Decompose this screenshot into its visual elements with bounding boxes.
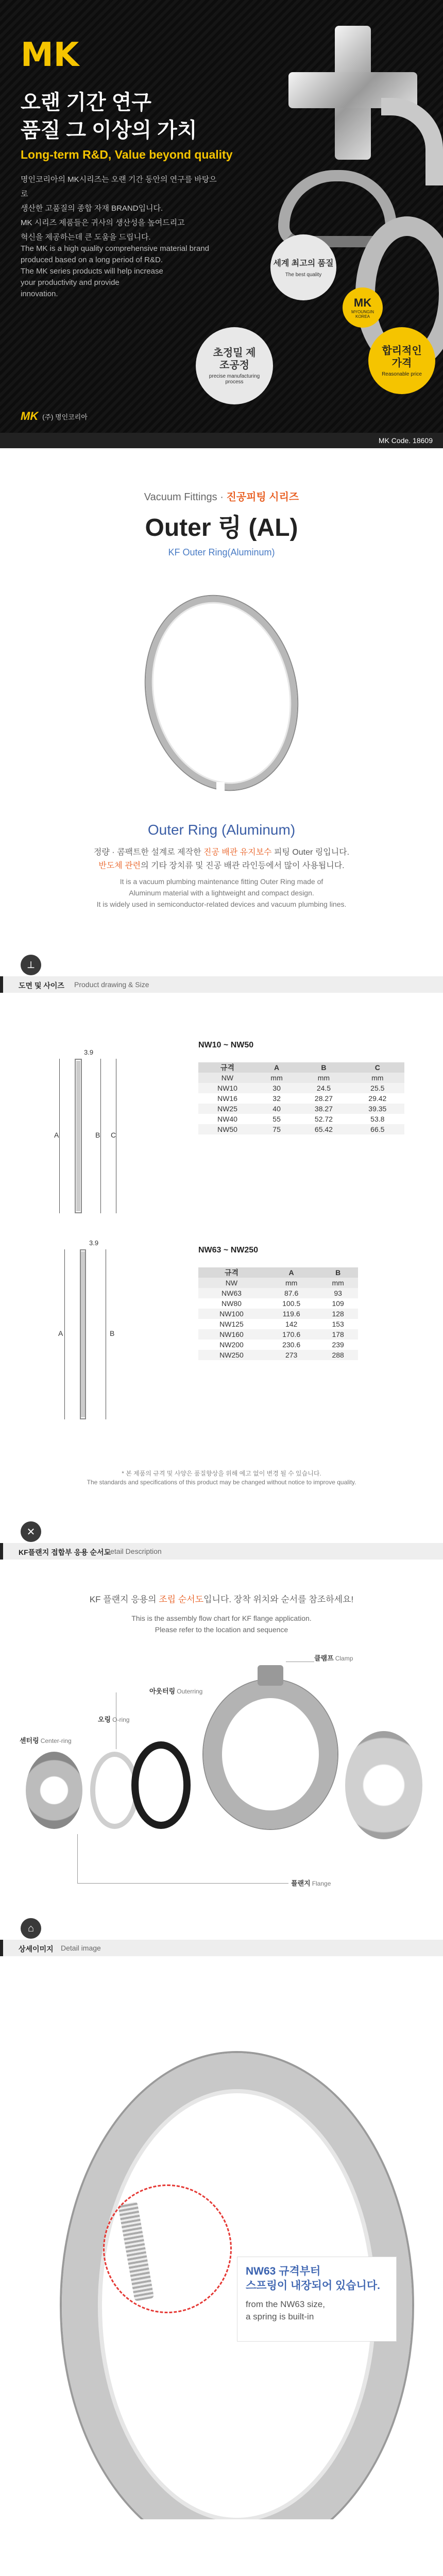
product-code-bar xyxy=(0,433,443,448)
reasonable-price-badge xyxy=(368,327,435,394)
product-title: Outer 링 (AL) xyxy=(145,514,298,541)
table-title-nw63-nw250: NW63 ~ NW250 xyxy=(198,1246,259,1255)
hero-title-line1: 오랜 기간 연구 xyxy=(21,91,152,114)
product-description-english xyxy=(0,876,443,910)
table-cell: NW160 xyxy=(198,1329,265,1340)
table-cell: 55 xyxy=(272,1115,281,1123)
hero-korean-text xyxy=(21,173,222,245)
label-outer-ring xyxy=(149,1686,202,1696)
section-bar xyxy=(0,1543,443,1560)
table-cell: 288 xyxy=(318,1350,358,1360)
table-cell: 52.72 xyxy=(314,1115,333,1123)
label-center-ring xyxy=(20,1735,72,1745)
assembly-en-line: Please refer to the location and sequence xyxy=(155,1625,288,1634)
o-ring-part xyxy=(131,1741,191,1829)
callout-kr-line2: 스프링이 내장되어 있습니다. xyxy=(246,2280,380,2292)
product-name: Outer Ring (Aluminum) xyxy=(147,822,296,838)
description-kr-line2 xyxy=(0,859,443,873)
label-outer-en: Outerring xyxy=(177,1688,203,1695)
section-bar xyxy=(0,976,443,993)
badge-mk: MK xyxy=(353,296,372,309)
precise-title: 초정밀 제조공정 xyxy=(213,347,256,371)
table-header-cell: 규격 xyxy=(198,1062,257,1073)
callout-kr-line1: NW63 규격부터 xyxy=(246,2265,321,2277)
desc-text: 의 기타 장치류 및 진공 배관 라인등에서 많이 사용됩니다. xyxy=(141,861,345,870)
dim-line-b xyxy=(100,1059,101,1213)
table-cell: 87.6 xyxy=(265,1288,318,1298)
hero-english-text xyxy=(21,243,222,300)
precise-sub: precise manufacturing process xyxy=(209,374,260,385)
table-unit-cell: NW xyxy=(198,1278,265,1288)
section-subtitle: Product drawing & Size xyxy=(74,980,149,989)
category-korean: 진공피팅 시리즈 xyxy=(226,492,299,503)
note-korean: * 본 제품의 규격 및 사양은 품질향상을 위해 예고 없이 변경 될 수 있습니다. xyxy=(122,1470,321,1477)
label-clamp-kr: 클램프 xyxy=(314,1654,334,1662)
description-en-line: It is a vacuum plumbing maintenance fitting Outer Ring made of xyxy=(120,877,323,886)
leader-line xyxy=(77,1834,78,1883)
table-cell: NW80 xyxy=(222,1299,242,1308)
badge-line2: KOREA xyxy=(355,314,370,319)
table-cell: 38.27 xyxy=(297,1104,350,1114)
table-header-cell: C xyxy=(351,1062,404,1073)
product-category xyxy=(0,488,443,503)
table-cell: 32 xyxy=(272,1094,281,1103)
table-row xyxy=(198,1329,358,1340)
price-title: 합리적인 가격 xyxy=(382,345,422,369)
table-unit-cell: mm xyxy=(318,1278,358,1288)
table-row xyxy=(198,1114,404,1124)
label-oring-kr: 오링 xyxy=(98,1716,111,1723)
table-cell: 65.42 xyxy=(297,1124,350,1134)
best-quality-title: 세계 최고의 품질 xyxy=(273,259,334,268)
section-title: KF플랜지 접합부 응용 순서도 xyxy=(19,1548,111,1556)
wing-nut-part xyxy=(258,1665,283,1686)
table-row xyxy=(198,1319,358,1329)
best-quality-badge xyxy=(270,234,336,300)
table-cell: 273 xyxy=(265,1350,318,1360)
table-cell: 40 xyxy=(257,1104,297,1114)
leader-line xyxy=(77,1883,288,1884)
table-cell: 93 xyxy=(318,1288,358,1298)
brand-logo: MK xyxy=(21,36,79,74)
hero-kr-line: 명인코리아의 MK시리즈는 오랜 기간 동안의 연구를 바탕으로 xyxy=(21,175,217,198)
table-cell: NW200 xyxy=(219,1341,244,1349)
size-table-nw63-nw250 xyxy=(198,1267,358,1360)
table-cell: NW100 xyxy=(198,1309,265,1319)
table-cell: 39.35 xyxy=(351,1104,404,1114)
callout-en-line2: a spring is built-in xyxy=(246,2312,314,2321)
table-cell: 25.5 xyxy=(351,1083,404,1093)
table-cell: 178 xyxy=(318,1329,358,1340)
section-title: 도면 및 사이즈 xyxy=(19,981,64,990)
table-header-cell: A xyxy=(265,1267,318,1278)
cross-tools-icon: ✕ xyxy=(21,1521,41,1542)
drawing-line xyxy=(85,1249,86,1419)
table-header-cell: A xyxy=(257,1062,297,1073)
clamp-icon: ⌂ xyxy=(21,1918,41,1939)
assembly-en-line: This is the assembly flow chart for KF flange application. xyxy=(131,1614,312,1622)
product-code: MK Code. 18609 xyxy=(378,436,433,445)
center-ring-part xyxy=(26,1752,82,1829)
table-cell: 128 xyxy=(318,1309,358,1319)
drawing-line xyxy=(80,1418,86,1419)
drawing-nw10-nw50 xyxy=(54,1048,147,1234)
table-title-nw10-nw50: NW10 ~ NW50 xyxy=(198,1041,254,1049)
table-cell: NW50 xyxy=(198,1124,257,1134)
description-kr-line1 xyxy=(0,846,443,859)
dim-thickness: 3.9 xyxy=(84,1048,94,1056)
table-unit-cell: mm xyxy=(265,1278,318,1288)
spring-highlight-circle xyxy=(103,2184,232,2313)
hero-kr-line: 생산한 고품질의 종합 자재 BRAND입니다. xyxy=(21,204,163,213)
hero-en-line: The MK is a high quality comprehensive material brand xyxy=(21,244,210,253)
table-cell: 239 xyxy=(332,1341,344,1349)
table-unit-cell: NW xyxy=(198,1073,257,1083)
label-oring-en: O-ring xyxy=(112,1716,130,1723)
table-cell: NW250 xyxy=(198,1350,265,1360)
category-prefix: Vacuum Fittings · xyxy=(144,492,227,503)
table-cell: 24.5 xyxy=(297,1083,350,1093)
hero-en-line: innovation. xyxy=(21,290,58,298)
assembly-intro-korean xyxy=(0,1592,443,1605)
best-quality-sub: The best quality xyxy=(285,272,322,278)
hero-kr-line: MK 시리즈 제품들은 귀사의 생산성을 높여드리고 xyxy=(21,218,185,227)
table-cell: 75 xyxy=(257,1124,297,1134)
hero-kr-line: 혁신을 제공하는데 큰 도움을 드립니다. xyxy=(21,233,151,242)
table-cell: 100.5 xyxy=(282,1299,301,1308)
hero-en-line: your productivity and provide xyxy=(21,278,120,287)
hero-banner xyxy=(0,0,443,433)
label-flange-kr: 플랜지 xyxy=(291,1879,311,1887)
drawing-line xyxy=(75,1212,82,1213)
label-center-en: Center-ring xyxy=(40,1737,72,1744)
table-cell: 142 xyxy=(285,1320,298,1328)
dim-label-a: A xyxy=(58,1329,63,1337)
dim-label-a: A xyxy=(54,1131,59,1139)
desc-text: 피팅 Outer 링입니다. xyxy=(271,848,350,857)
hero-en-line: The MK series products will help increase xyxy=(21,267,163,276)
section-subtitle: Detail Description xyxy=(105,1547,162,1555)
table-cell: NW25 xyxy=(198,1104,257,1114)
table-cell: NW40 xyxy=(217,1115,237,1123)
label-center-kr: 센터링 xyxy=(20,1737,39,1744)
label-clamp xyxy=(314,1653,353,1663)
hero-en-line: produced based on a long period of R&D. xyxy=(21,256,163,264)
hero-subtitle: Long-term R&D, Value beyond quality xyxy=(21,148,233,161)
dim-label-b: B xyxy=(95,1131,100,1139)
table-cell: 170.6 xyxy=(265,1329,318,1340)
table-cell: 53.8 xyxy=(370,1115,385,1123)
table-cell: 230.6 xyxy=(282,1341,301,1349)
clamp-part xyxy=(203,1680,337,1829)
label-flange-en: Flange xyxy=(312,1880,331,1887)
assembly-highlight: 조립 순서도 xyxy=(159,1595,204,1604)
precise-process-badge xyxy=(196,327,273,404)
desc-highlight: 반도체 관련 xyxy=(98,861,141,870)
table-cell: 119.6 xyxy=(265,1309,318,1319)
table-header-cell: B xyxy=(297,1062,350,1073)
outer-ring-gap xyxy=(216,782,225,793)
dim-label-c: C xyxy=(111,1131,116,1139)
table-cell: NW63 xyxy=(198,1288,265,1298)
label-o-ring xyxy=(98,1714,129,1724)
assembly-text: 입니다. 장착 위치와 순서를 참조하세요! xyxy=(203,1595,354,1604)
table-cell: 29.42 xyxy=(368,1094,387,1103)
table-row xyxy=(198,1083,404,1093)
drawing-fill xyxy=(81,1251,85,1417)
table-cell: 28.27 xyxy=(314,1094,333,1103)
table-cell: 66.5 xyxy=(351,1124,404,1134)
assembly-text: KF 플랜지 응용의 xyxy=(89,1595,159,1604)
section-header-detail xyxy=(0,1914,443,1956)
table-row xyxy=(198,1350,358,1360)
spring-callout xyxy=(237,2257,397,2342)
table-cell: NW125 xyxy=(219,1320,244,1328)
table-header-cell: 규격 xyxy=(198,1267,265,1278)
flange-part xyxy=(345,1731,422,1839)
mk-korea-badge xyxy=(343,287,383,328)
table-cell: 30 xyxy=(257,1083,297,1093)
desc-highlight: 진공 배관 유지보수 xyxy=(203,848,272,857)
table-cell: NW16 xyxy=(217,1094,237,1103)
table-row xyxy=(198,1298,358,1309)
drawing-line xyxy=(75,1059,76,1213)
drawing-line xyxy=(80,1249,86,1250)
page-bottom-space xyxy=(0,2519,443,2576)
desc-text: 정량 · 콤팩트한 설계로 제작한 xyxy=(93,848,203,857)
description-en-line: It is widely used in semiconductor-related devices and vacuum plumbing lines. xyxy=(96,900,347,908)
hero-title xyxy=(21,89,197,144)
section-header-drawing xyxy=(0,951,443,993)
size-table-nw10-nw50 xyxy=(198,1062,404,1134)
ruler-icon: ⟂ xyxy=(21,955,41,975)
price-sub: Reasonable price xyxy=(382,371,422,377)
drawing-line xyxy=(75,1059,82,1060)
section-bar xyxy=(0,1940,443,1956)
section-subtitle: Detail image xyxy=(61,1944,101,1952)
dim-label-b: B xyxy=(110,1329,115,1337)
company-name: (주) 명인코리아 xyxy=(42,413,88,421)
section-header-assembly xyxy=(0,1517,443,1560)
table-cell: NW10 xyxy=(198,1083,257,1093)
table-row xyxy=(198,1093,404,1104)
specification-note xyxy=(0,1469,443,1487)
product-title-english: KF Outer Ring(Aluminum) xyxy=(168,547,275,557)
dim-line-a xyxy=(64,1249,65,1419)
table-row xyxy=(198,1124,404,1134)
table-cell: 153 xyxy=(332,1320,344,1328)
drawing-nw63-nw250 xyxy=(54,1239,147,1435)
table-unit-cell: mm xyxy=(297,1073,350,1083)
label-outer-kr: 아웃터링 xyxy=(149,1687,176,1695)
table-unit-cell: mm xyxy=(351,1073,404,1083)
badge-line1: MYOUNGIN xyxy=(351,310,374,314)
table-row xyxy=(198,1340,358,1350)
note-english: The standards and specifications of this product may be changed without notice to improve quality. xyxy=(87,1479,356,1486)
label-flange xyxy=(291,1878,331,1888)
table-unit-cell: mm xyxy=(257,1073,297,1083)
table-header-cell: B xyxy=(318,1267,358,1278)
dim-thickness: 3.9 xyxy=(89,1239,99,1247)
outer-ring-image xyxy=(128,582,315,804)
callout-en-line1: from the NW63 size, xyxy=(246,2299,325,2309)
table-row xyxy=(198,1288,358,1298)
table-row xyxy=(198,1104,404,1114)
hero-title-line2: 품질 그 이상의 가치 xyxy=(21,119,197,142)
drawing-line xyxy=(81,1059,82,1213)
dim-line-a xyxy=(59,1059,60,1213)
assembly-intro-english xyxy=(0,1613,443,1635)
company-logo-mark: MK xyxy=(21,410,39,422)
section-title: 상세이미지 xyxy=(19,1945,54,1953)
drawing-fill xyxy=(76,1061,80,1211)
label-clamp-en: Clamp xyxy=(335,1655,353,1662)
company-logo xyxy=(21,410,88,423)
table-cell: 109 xyxy=(332,1299,344,1308)
product-description-korean xyxy=(0,846,443,873)
description-en-line: Aluminum material with a lightweight and compact design. xyxy=(129,889,314,897)
table-row xyxy=(198,1309,358,1319)
